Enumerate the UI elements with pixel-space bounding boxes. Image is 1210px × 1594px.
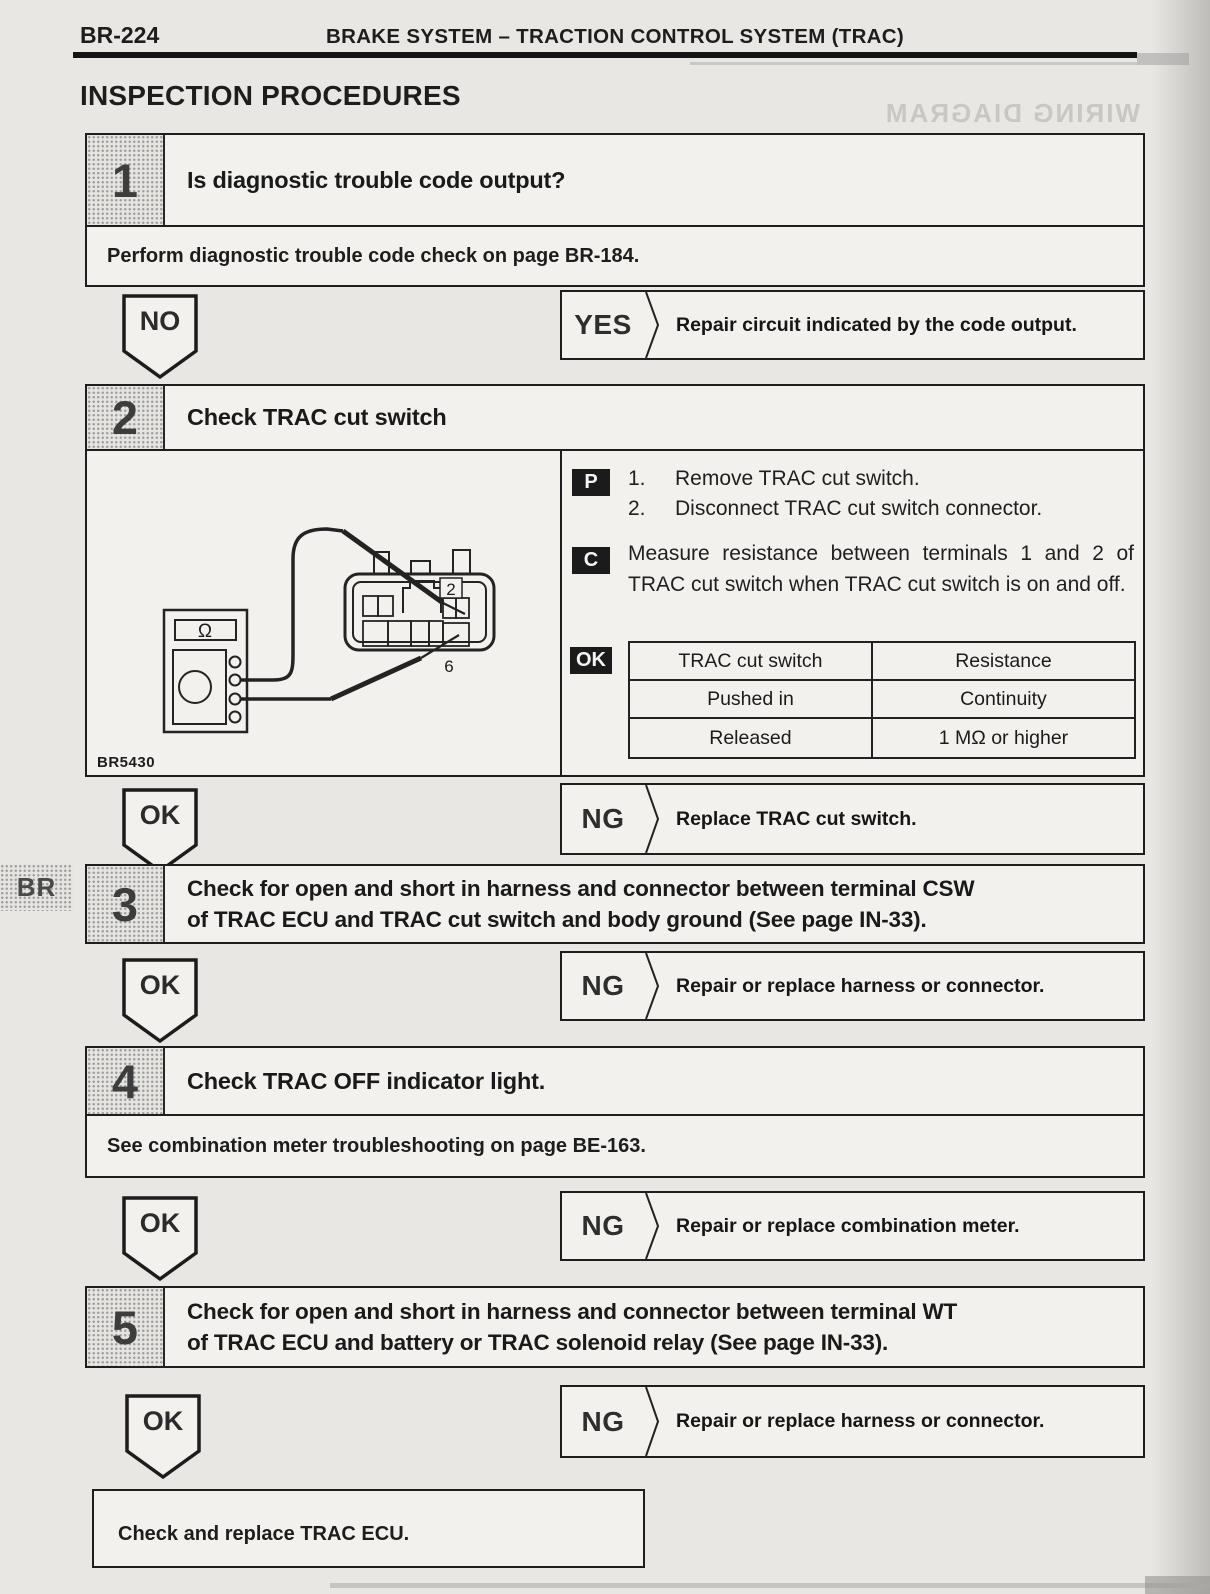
step3-ng-branch-box xyxy=(560,951,1145,1021)
step4-ok-connector xyxy=(122,1196,198,1282)
header-rule xyxy=(73,52,1137,58)
step4-number: 4 xyxy=(111,1054,139,1108)
step1-yes-branch-box xyxy=(560,290,1145,360)
chevron-divider-icon xyxy=(644,292,660,358)
scan-edge-shadow xyxy=(1152,0,1210,1594)
chevron-divider-icon xyxy=(644,785,660,853)
prep-item-1-text: Remove TRAC cut switch. xyxy=(675,467,920,490)
step2-number: 2 xyxy=(111,391,139,444)
final-action-text: Check and replace TRAC ECU. xyxy=(118,1523,410,1545)
step3-number-cell xyxy=(87,866,165,942)
table-cell: Released xyxy=(629,718,872,758)
step3-title-line1: Check for open and short in harness and connector between terminal CSW xyxy=(187,876,975,901)
step3-title xyxy=(187,873,974,935)
scan-bottom-streak xyxy=(330,1583,1210,1588)
figure-code: BR5430 xyxy=(97,754,156,771)
step3-title-line2: of TRAC ECU and TRAC cut switch and body ground (See page IN-33). xyxy=(187,907,927,932)
step1-yes-action: Repair circuit indicated by the code output. xyxy=(676,313,1077,336)
step5-ok-label: OK xyxy=(142,1406,184,1436)
step5-title xyxy=(187,1296,957,1358)
step4-ng-label: NG xyxy=(581,1210,625,1241)
prep-item-2-number: 2. xyxy=(628,497,646,520)
terminal-2-label: 2 xyxy=(446,580,456,599)
step2-header-box xyxy=(85,384,1145,451)
step5-ng-action: Repair or replace harness or connector. xyxy=(676,1410,1045,1432)
step4-title: Check TRAC OFF indicator light. xyxy=(187,1067,546,1094)
table-row xyxy=(629,718,1135,758)
step2-ng-branch-box xyxy=(560,783,1145,855)
scan-streak xyxy=(690,62,1137,65)
step4-header-box xyxy=(85,1046,1145,1116)
prep-item-2-text: Disconnect TRAC cut switch connector. xyxy=(675,497,1043,520)
section-side-tab: BR xyxy=(0,864,73,911)
step3-number: 3 xyxy=(111,877,139,931)
table-header-switch: TRAC cut switch xyxy=(629,642,872,680)
chevron-divider-icon xyxy=(644,1387,660,1456)
step2-title: Check TRAC cut switch xyxy=(187,404,447,430)
step4-ng-branch-box xyxy=(560,1191,1145,1261)
connector xyxy=(345,550,494,650)
step4-ng-action: Repair or replace combination meter. xyxy=(676,1214,1020,1237)
step1-title: Is diagnostic trouble code output? xyxy=(187,166,566,193)
bleed-through-ghost-text: WIRING DIAGRAM xyxy=(883,98,1140,128)
page-number: BR-224 xyxy=(80,22,160,48)
step5-ok-connector xyxy=(125,1394,201,1480)
resistance-table xyxy=(628,641,1136,759)
step5-title-line2: of TRAC ECU and battery or TRAC solenoid relay (See page IN-33). xyxy=(187,1330,889,1355)
step2-ng-action: Replace TRAC cut switch. xyxy=(676,807,917,830)
step3-header-box xyxy=(85,864,1145,944)
final-action-box xyxy=(92,1489,645,1568)
table-cell: Pushed in xyxy=(629,680,872,718)
step2-number-cell xyxy=(87,386,165,449)
table-cell: Continuity xyxy=(872,680,1135,718)
page-header-title: BRAKE SYSTEM – TRACTION CONTROL SYSTEM (TRAC) xyxy=(325,25,905,48)
table-row xyxy=(629,680,1135,718)
step1-body-text: Perform diagnostic trouble code check on page BR-184. xyxy=(107,244,640,267)
terminal-6-label: 6 xyxy=(444,657,454,676)
step1-body-box xyxy=(85,225,1145,287)
step3-ok-label: OK xyxy=(139,970,181,1000)
step1-number-cell xyxy=(87,135,165,225)
prep-item-1-number: 1. xyxy=(628,467,646,490)
step1-header-box xyxy=(85,133,1145,227)
step1-number: 1 xyxy=(111,153,139,207)
chevron-divider-icon xyxy=(644,1193,660,1259)
step4-body-box xyxy=(85,1114,1145,1178)
step2-ok-label: OK xyxy=(139,800,181,830)
step5-ng-label: NG xyxy=(581,1405,625,1437)
step5-header-box xyxy=(85,1286,1145,1368)
step3-ng-label: NG xyxy=(581,970,625,1001)
step5-ng-branch-box xyxy=(560,1385,1145,1458)
scan-smudge xyxy=(1137,53,1189,65)
ohmmeter-connector-figure xyxy=(91,455,557,753)
table-header-row xyxy=(629,642,1135,680)
step4-number-cell xyxy=(87,1048,165,1114)
ok-spec-badge: OK xyxy=(570,647,612,674)
step1-no-label: NO xyxy=(139,306,181,336)
step4-body-text: See combination meter troubleshooting on page BE-163. xyxy=(107,1134,646,1157)
step1-no-connector xyxy=(122,294,198,380)
step2-body-box xyxy=(85,449,1145,777)
step5-number-cell xyxy=(87,1288,165,1366)
check-instruction: Measure resistance between terminals 1 and 2 of TRAC cut switch when TRAC cut switch is on and off. xyxy=(628,542,1134,596)
step1-yes-label: YES xyxy=(574,309,632,340)
step4-ok-label: OK xyxy=(139,1208,181,1238)
step5-title-line1: Check for open and short in harness and connector between terminal WT xyxy=(187,1299,958,1324)
section-title: INSPECTION PROCEDURES xyxy=(80,80,461,111)
chevron-divider-icon xyxy=(644,953,660,1019)
step5-number: 5 xyxy=(111,1300,139,1354)
step2-ng-label: NG xyxy=(581,803,625,834)
ohm-symbol: Ω xyxy=(197,621,213,642)
step3-ng-action: Repair or replace harness or connector. xyxy=(676,974,1045,997)
prepare-badge: P xyxy=(572,469,610,496)
step2-ok-connector xyxy=(122,788,198,874)
step3-ok-connector xyxy=(122,958,198,1044)
table-cell: 1 MΩ or higher xyxy=(872,718,1135,758)
scan-corner-mark xyxy=(1145,1576,1210,1594)
check-badge: C xyxy=(572,547,610,574)
column-divider xyxy=(560,451,562,775)
table-header-resistance: Resistance xyxy=(872,642,1135,680)
